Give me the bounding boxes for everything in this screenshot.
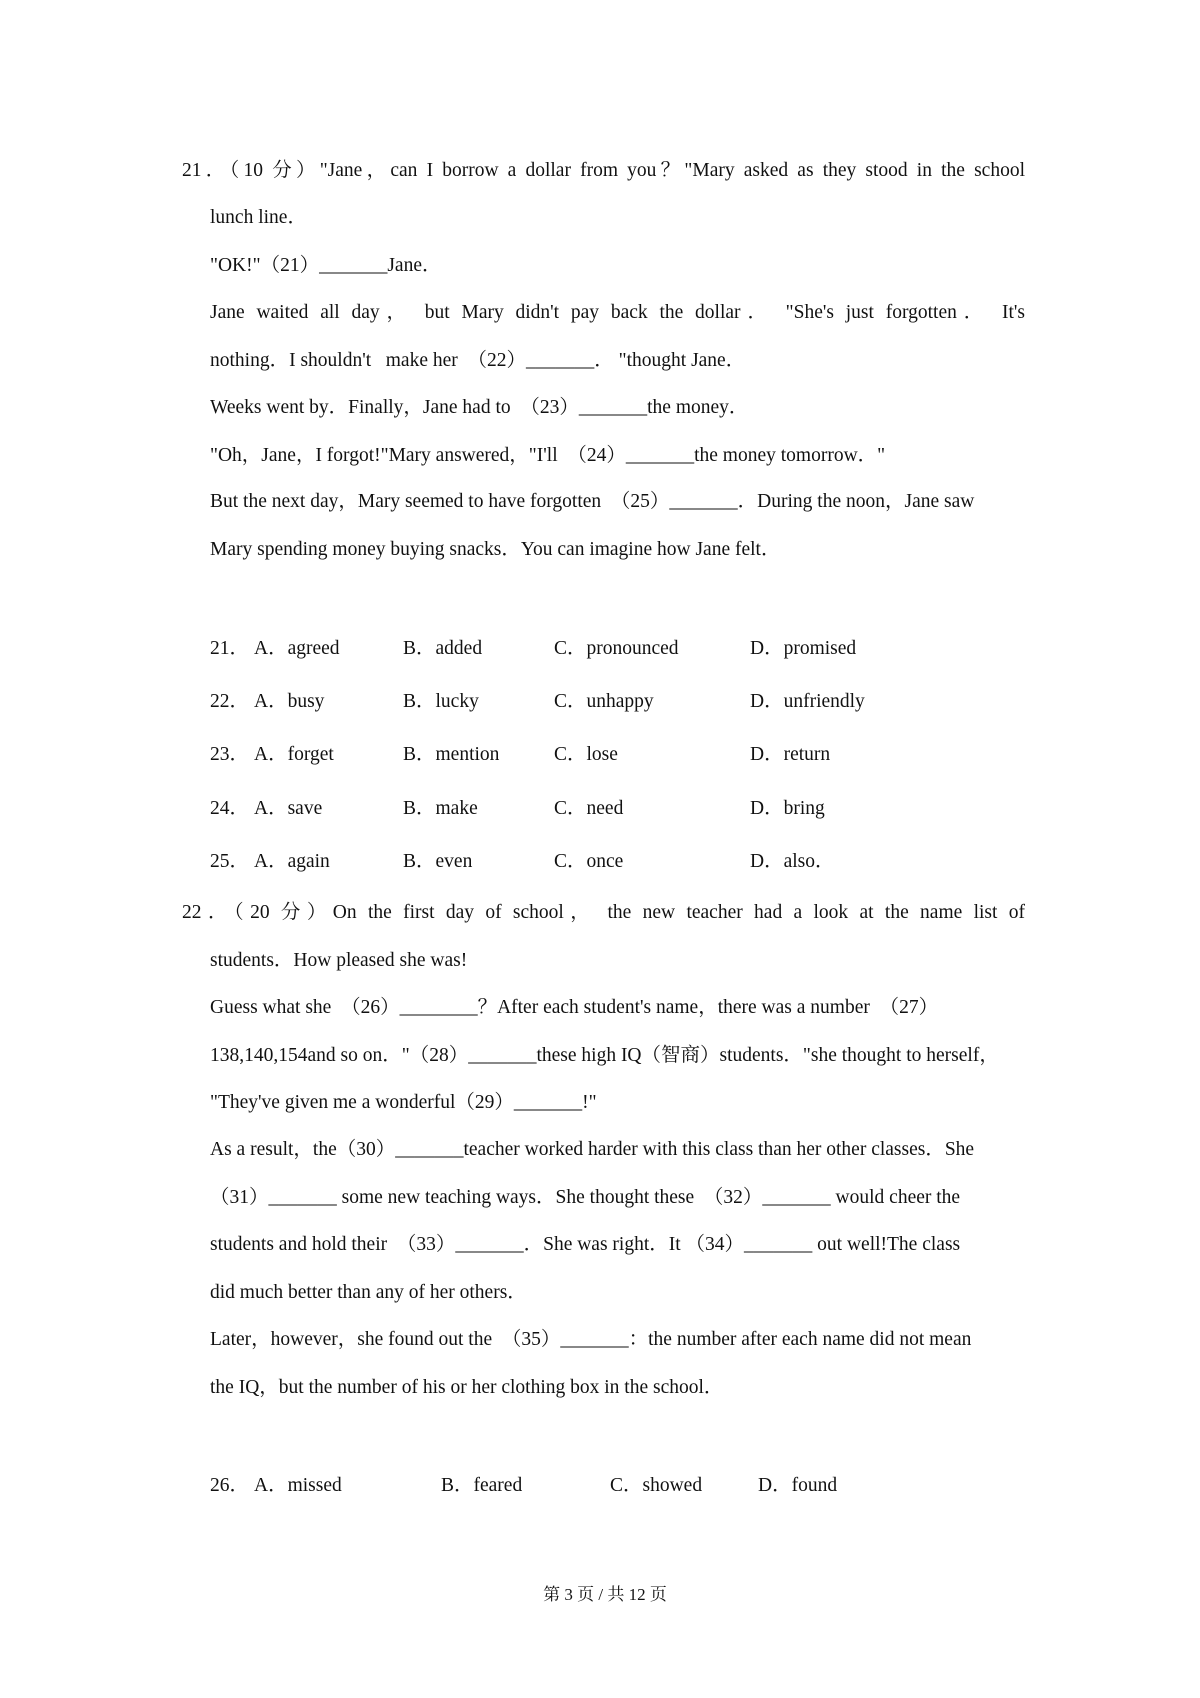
option-b: B．even: [403, 851, 473, 872]
option-c: C．unhappy: [554, 691, 654, 712]
passage-line: （31）_______ some new teaching ways．She thought these （32）_______ would cheer the: [210, 1187, 961, 1208]
passage-line: As a result，the（30）_______teacher worked harder with this class than her other classes．She: [210, 1139, 975, 1160]
option-b: B．feared: [441, 1475, 523, 1496]
option-a: A．save: [254, 798, 323, 819]
option-d: D．bring: [750, 798, 825, 819]
option-number: 23．: [210, 744, 250, 765]
passage-line: did much better than any of her others．: [210, 1282, 527, 1303]
option-number: 25．: [210, 851, 250, 872]
passage-line: "They've given me a wonderful（29）_______!": [210, 1092, 597, 1113]
passage-line: Jane waited all day， but Mary didn't pay back the dollar． "She's just forgotten． It's: [210, 302, 1025, 323]
passage-line: 22．（20 分）On the first day of school， the new teacher had a look at the name list of: [182, 902, 1025, 923]
option-number: 21．: [210, 638, 250, 659]
passage-line: nothing．I shouldn't make her （22）_______． "thought Jane．: [210, 350, 746, 371]
passage-line: the IQ，but the number of his or her clothing box in the school．: [210, 1377, 724, 1398]
option-d: D．also．: [750, 851, 835, 872]
option-a: A．busy: [254, 691, 325, 712]
passage-line: lunch line．: [210, 207, 307, 228]
option-a: A．again: [254, 851, 330, 872]
passage-line: 138,140,154and so on．"（28）_______these high IQ（智商）students．"she thought to herself，: [210, 1045, 999, 1066]
option-c: C．once: [554, 851, 624, 872]
passage-line: 21．（10 分）"Jane，can I borrow a dollar from you？"Mary asked as they stood in the school: [182, 160, 1025, 181]
option-c: C．need: [554, 798, 624, 819]
option-d: D．return: [750, 744, 831, 765]
passage-line: Mary spending money buying snacks．You can imagine how Jane felt．: [210, 539, 781, 560]
passage-line: students and hold their （33）_______．She was right．It （34）_______ out well!The class: [210, 1234, 961, 1255]
passage-line: students．How pleased she was!: [210, 950, 468, 971]
passage-line: "Oh，Jane，I forgot!"Mary answered，"I'll （24）_______the money tomorrow．": [210, 445, 886, 466]
passage-line: Guess what she （26）________？After each student's name，there was a number （27）: [210, 997, 939, 1018]
page-footer: 第 3 页 / 共 12 页: [543, 1585, 667, 1604]
option-a: A．missed: [254, 1475, 342, 1496]
option-c: C．showed: [610, 1475, 703, 1496]
option-b: B．added: [403, 638, 483, 659]
option-b: B．lucky: [403, 691, 479, 712]
option-d: D．found: [758, 1475, 838, 1496]
option-b: B．make: [403, 798, 478, 819]
option-c: C．lose: [554, 744, 618, 765]
option-number: 24．: [210, 798, 250, 819]
passage-line: "OK!"（21）_______Jane．: [210, 255, 442, 276]
option-a: A．agreed: [254, 638, 340, 659]
option-c: C．pronounced: [554, 638, 679, 659]
option-b: B．mention: [403, 744, 500, 765]
option-a: A．forget: [254, 744, 334, 765]
passage-line: Later，however，she found out the （35）_______：the number after each name did not mean: [210, 1329, 972, 1350]
option-d: D．unfriendly: [750, 691, 865, 712]
option-number: 22．: [210, 691, 250, 712]
passage-line: But the next day，Mary seemed to have forgotten （25）_______．During the noon，Jane saw: [210, 491, 975, 512]
option-d: D．promised: [750, 638, 857, 659]
option-number: 26．: [210, 1475, 250, 1496]
passage-line: Weeks went by．Finally，Jane had to （23）_______the money．: [210, 397, 749, 418]
